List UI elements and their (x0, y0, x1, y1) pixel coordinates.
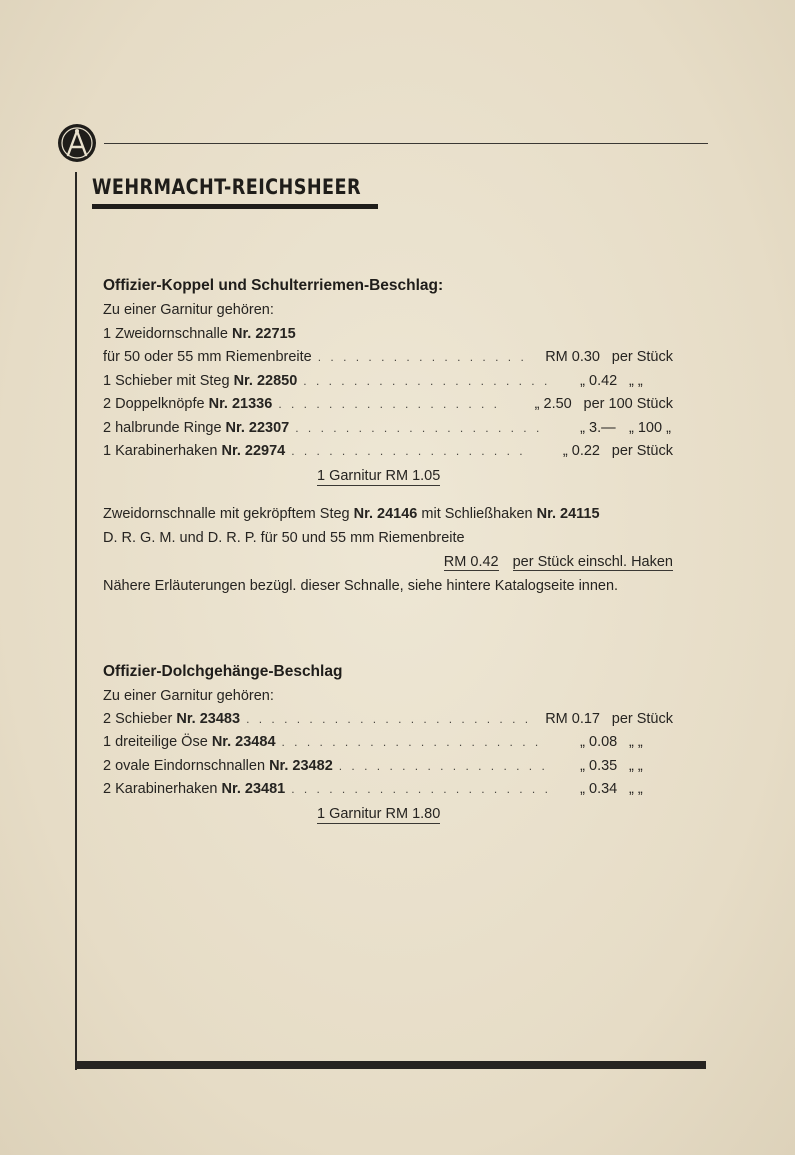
left-rule (75, 172, 77, 1070)
item-number: Nr. 23482 (269, 757, 333, 774)
price-row (103, 370, 673, 394)
explanation-note: Nähere Erläuterungen bezügl. dieser Schnalle, siehe hintere Katalogseite innen. (103, 577, 619, 594)
currency: „ (580, 419, 585, 436)
item-label: 2 Doppelknöpfe (103, 396, 205, 412)
page-title: WEHRMACHT-REICHSHEER (92, 175, 361, 199)
price-row (103, 393, 673, 417)
leader-dots (339, 755, 547, 779)
price: 0.34 (589, 781, 618, 797)
price: 0.22 (571, 443, 600, 459)
item-number: Nr. 23481 (221, 781, 286, 797)
section1-heading: Offizier-Koppel und Schulterriemen-Beschlag: (103, 277, 444, 294)
item-number: Nr. 22850 (233, 372, 298, 389)
price: 2.50 (543, 396, 572, 412)
item-label: 2 Schieber (103, 710, 173, 727)
currency: „ (580, 372, 585, 389)
compass-a-logo-icon (57, 123, 97, 163)
unit: „ 100 „ (629, 419, 671, 436)
unit: per Stück (611, 710, 673, 727)
set-total-text: 1 Garnitur RM 1.80 (317, 805, 441, 822)
currency: RM (545, 349, 568, 365)
set-total (103, 802, 673, 826)
unit: „ „ (629, 757, 643, 774)
item-number: Nr. 22974 (221, 443, 286, 459)
price: 0.30 (571, 349, 600, 365)
leader-dots (278, 393, 501, 417)
unit: „ „ (629, 781, 643, 797)
top-rule (104, 143, 708, 144)
item-label: 1 dreiteilige Öse (103, 734, 208, 750)
section2-heading: Offizier-Dolchgehänge-Beschlag (103, 662, 343, 680)
price: 0.35 (589, 757, 618, 774)
currency: „ (562, 443, 568, 459)
leader-dots (246, 708, 530, 732)
price-row (103, 440, 673, 464)
item-number: Nr. 23484 (211, 734, 276, 750)
currency: „ (534, 396, 540, 412)
section1-intro: Zu einer Garnitur gehören: (103, 302, 274, 318)
item-label: 2 halbrunde Ringe (103, 419, 222, 436)
set-total (103, 464, 673, 488)
price: 0.42 (589, 372, 618, 389)
item-label: 2 ovale Eindornschnallen (103, 757, 266, 774)
buckle-price (103, 550, 673, 574)
patent-line: D. R. G. M. und D. R. P. für 50 und 55 mm Riemenbreite (103, 529, 465, 546)
price-row (103, 778, 673, 802)
price: 0.17 (571, 710, 600, 727)
currency: „ (580, 757, 585, 774)
section1-item0 (103, 322, 673, 346)
currency: „ (580, 734, 585, 750)
item-number: Nr. 22307 (225, 419, 290, 436)
leader-dots (295, 417, 547, 441)
currency: RM (545, 710, 568, 727)
price-row (103, 417, 673, 441)
leader-dots (303, 370, 547, 394)
unit: per Stück (611, 443, 673, 459)
text: Zweidornschnalle mit gekröpftem Steg (103, 505, 350, 522)
leader-dots (318, 346, 530, 370)
item-number: Nr. 24115 (536, 505, 600, 522)
unit: per Stück (611, 349, 673, 365)
leader-dots (282, 731, 547, 755)
leader-dots (291, 778, 547, 802)
leader-dots (291, 440, 530, 464)
price-row (103, 731, 673, 755)
set-total-text: 1 Garnitur RM 1.05 (317, 467, 441, 484)
unit: „ „ (629, 372, 643, 389)
unit: per Stück einschl. Haken (512, 553, 673, 570)
currency: „ (580, 781, 585, 797)
item-label: 1 Schieber mit Steg (103, 372, 230, 389)
text: mit Schließhaken (421, 505, 533, 522)
price: 0.08 (589, 734, 618, 750)
item-label: 1 Zweidornschnalle (103, 326, 228, 342)
unit: „ „ (629, 734, 643, 750)
item-label: 1 Karabinerhaken (103, 443, 218, 459)
bottom-rule (75, 1061, 706, 1069)
unit: per 100 Stück (583, 396, 673, 412)
item-label: 2 Karabinerhaken (103, 781, 218, 797)
price-row (103, 346, 673, 370)
price: 3.— (589, 419, 616, 436)
price: RM 0.42 (443, 553, 499, 570)
item-number: Nr. 23483 (176, 710, 241, 727)
price-row (103, 708, 673, 732)
catalog-content (103, 274, 673, 826)
item-number: Nr. 21336 (208, 396, 273, 412)
section2-intro: Zu einer Garnitur gehören: (103, 687, 274, 704)
item-label: für 50 oder 55 mm Riemenbreite (103, 349, 312, 365)
item-number: Nr. 22715 (231, 326, 296, 342)
buckle-description (103, 502, 673, 526)
item-number: Nr. 24146 (353, 505, 418, 522)
title-underline (92, 204, 378, 209)
price-row (103, 755, 673, 779)
